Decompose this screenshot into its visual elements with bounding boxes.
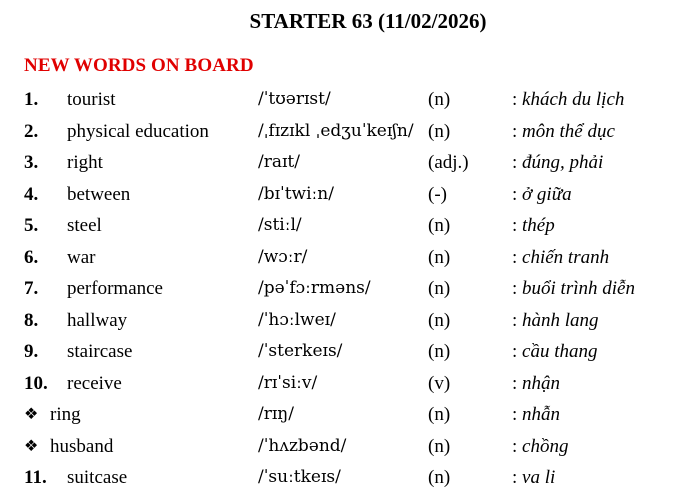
row-number: 11.	[24, 467, 47, 488]
vocab-meaning: : môn thể dục	[512, 120, 615, 142]
vocab-row	[0, 210, 680, 242]
vocab-part-of-speech: (n)	[428, 435, 451, 457]
vocab-row	[0, 84, 680, 116]
vocab-pronunciation: /ˈhɔːlweɪ/	[258, 309, 336, 330]
vocab-meaning: : cầu thang	[512, 341, 598, 362]
vocab-word: husband	[50, 435, 114, 457]
vocab-part-of-speech: (n)	[428, 278, 451, 299]
vocab-part-of-speech: (v)	[428, 372, 451, 394]
vocab-pronunciation: /ˈhʌzbənd/	[258, 435, 347, 456]
vocab-part-of-speech: (adj.)	[428, 152, 469, 173]
vocab-meaning: : nhẫn	[512, 404, 561, 425]
vocab-pronunciation: /ˈsuːtkeɪs/	[258, 467, 341, 487]
vocabulary-list	[0, 84, 680, 494]
vocab-word: ring	[50, 404, 81, 425]
vocab-row	[0, 399, 680, 431]
vocab-word: receive	[67, 372, 122, 394]
vocab-meaning: : khách du lịch	[512, 89, 625, 110]
row-number: 8.	[24, 309, 39, 331]
vocab-part-of-speech: (n)	[428, 341, 451, 362]
vocab-pronunciation: /raɪt/	[258, 152, 300, 172]
vocab-row	[0, 273, 680, 305]
vocab-word: staircase	[67, 341, 133, 362]
row-number: 9.	[24, 341, 39, 362]
vocab-meaning: : chồng	[512, 435, 569, 457]
vocab-meaning: : va li	[512, 467, 556, 488]
vocab-word: hallway	[67, 309, 128, 331]
vocab-meaning: : buổi trình diễn	[512, 278, 635, 299]
vocab-meaning: : ở giữa	[512, 183, 572, 205]
row-number: 3.	[24, 152, 39, 173]
vocab-part-of-speech: (n)	[428, 467, 451, 488]
vocab-pronunciation: /rɪˈsiːv/	[258, 372, 318, 393]
vocab-meaning: : đúng, phải	[512, 152, 604, 173]
vocab-pronunciation: /ˈtʊərɪst/	[258, 89, 331, 109]
vocab-pronunciation: /stiːl/	[258, 215, 302, 235]
vocab-word: between	[67, 183, 131, 205]
vocab-part-of-speech: (n)	[428, 89, 451, 110]
vocab-pronunciation: /ˈsterkeɪs/	[258, 341, 343, 361]
vocab-row	[0, 462, 680, 494]
vocab-pronunciation: /rɪŋ/	[258, 404, 294, 424]
vocab-row	[0, 305, 680, 337]
vocab-word: war	[67, 246, 96, 268]
diamond-bullet-icon: ❖	[24, 437, 39, 455]
row-number: 7.	[24, 278, 39, 299]
vocab-part-of-speech: (n)	[428, 309, 451, 331]
row-number: 2.	[24, 120, 39, 142]
vocab-meaning: : thép	[512, 215, 555, 236]
vocab-row	[0, 431, 680, 463]
vocab-word: suitcase	[67, 467, 128, 488]
vocab-row	[0, 368, 680, 400]
vocab-part-of-speech: (n)	[428, 215, 451, 236]
vocab-row	[0, 242, 680, 274]
row-number: 4.	[24, 183, 39, 205]
document-title: STARTER 63 (11/02/2026)	[249, 9, 487, 33]
vocab-row	[0, 179, 680, 211]
vocab-row	[0, 147, 680, 179]
vocab-word: tourist	[67, 89, 116, 110]
vocab-word: physical education	[67, 120, 209, 142]
diamond-bullet-icon: ❖	[24, 406, 39, 423]
vocab-part-of-speech: (n)	[428, 120, 451, 142]
vocab-meaning: : chiến tranh	[512, 246, 610, 268]
vocab-row	[0, 116, 680, 148]
row-number: 1.	[24, 89, 39, 110]
vocab-word: performance	[67, 278, 163, 299]
vocab-pronunciation: /wɔːr/	[258, 246, 308, 267]
row-number: 5.	[24, 215, 39, 236]
vocab-part-of-speech: (n)	[428, 246, 451, 268]
vocab-part-of-speech: (n)	[428, 404, 451, 425]
vocab-part-of-speech: (-)	[428, 183, 447, 205]
row-number: 6.	[24, 246, 39, 268]
vocab-row	[0, 336, 680, 368]
vocab-word: steel	[67, 215, 102, 236]
vocab-pronunciation: /bɪˈtwiːn/	[258, 183, 334, 204]
vocab-pronunciation: /ˌfɪzɪkl ˌedʒuˈkeɪʃn/	[258, 120, 414, 141]
vocab-meaning: : hành lang	[512, 309, 599, 331]
vocab-word: right	[67, 152, 103, 173]
vocab-pronunciation: /pəˈfɔːrməns/	[258, 278, 371, 298]
section-heading: NEW WORDS ON BOARD	[24, 55, 254, 76]
row-number: 10.	[24, 372, 48, 394]
vocab-meaning: : nhận	[512, 372, 561, 394]
